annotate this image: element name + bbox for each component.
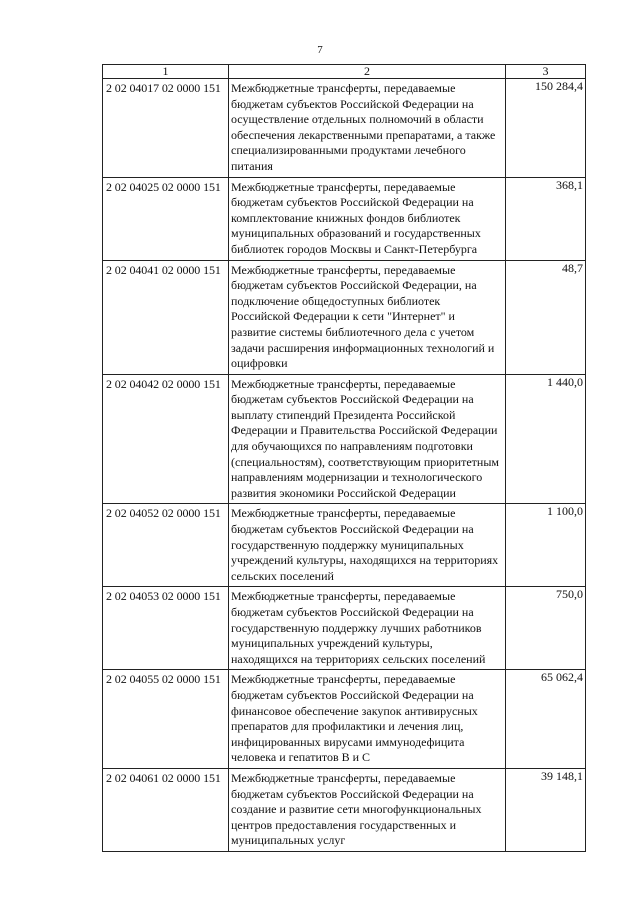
budget-table (102, 64, 586, 852)
table-row (103, 260, 586, 374)
budget-code: 2 02 04053 02 0000 151 (103, 587, 229, 670)
transfer-description: Межбюджетные трансферты, передаваемые бюджетам субъектов Российской Федерации на выплату стипендий Президента Российской Федерации и Правительства Российской Федерации для обучающихся по направлениям подготовки (специальностям), соответствующим приоритетным направлениям модернизации и технологического развития экономики Российской Федерации (229, 374, 506, 504)
column-header-description: 2 (229, 65, 506, 79)
budget-code: 2 02 04025 02 0000 151 (103, 177, 229, 260)
table-row (103, 79, 586, 178)
table-row (103, 374, 586, 504)
amount-value: 150 284,4 (506, 79, 586, 178)
table-row (103, 670, 586, 769)
amount-value: 368,1 (506, 177, 586, 260)
transfer-description: Межбюджетные трансферты, передаваемые бюджетам субъектов Российской Федерации на финансовое обеспечение закупок антивирусных препаратов для профилактики и лечения лиц, инфицированных вирусами иммунодефицита человека и гепатитов В и С (229, 670, 506, 769)
amount-value: 1 100,0 (506, 504, 586, 587)
amount-value: 1 440,0 (506, 374, 586, 504)
budget-code: 2 02 04061 02 0000 151 (103, 768, 229, 851)
transfer-description: Межбюджетные трансферты, передаваемые бюджетам субъектов Российской Федерации на государственную поддержку муниципальных учреждений культуры, находящихся на территориях сельских поселений (229, 504, 506, 587)
transfer-description: Межбюджетные трансферты, передаваемые бюджетам субъектов Российской Федерации на государственную поддержку лучших работников муниципальных учреждений культуры, находящихся на территориях сельских поселений (229, 587, 506, 670)
budget-code: 2 02 04052 02 0000 151 (103, 504, 229, 587)
table-row (103, 177, 586, 260)
transfer-description: Межбюджетные трансферты, передаваемые бюджетам субъектов Российской Федерации на создание и развитие сети многофункциональных центров предоставления государственных и муниципальных услуг (229, 768, 506, 851)
amount-value: 39 148,1 (506, 768, 586, 851)
transfer-description: Межбюджетные трансферты, передаваемые бюджетам субъектов Российской Федерации на осуществление отдельных полномочий в области обеспечения лекарственными препаратами, а также специализированными продуктами лечебного питания (229, 79, 506, 178)
budget-code: 2 02 04042 02 0000 151 (103, 374, 229, 504)
column-header-amount: 3 (506, 65, 586, 79)
column-header-code: 1 (103, 65, 229, 79)
transfer-description: Межбюджетные трансферты, передаваемые бюджетам субъектов Российской Федерации на комплектование книжных фондов библиотек муниципальных образований и государственных библиотек городов Москвы и Санкт-Петербурга (229, 177, 506, 260)
amount-value: 48,7 (506, 260, 586, 374)
amount-value: 65 062,4 (506, 670, 586, 769)
table-row (103, 768, 586, 851)
amount-value: 750,0 (506, 587, 586, 670)
budget-code: 2 02 04041 02 0000 151 (103, 260, 229, 374)
page-number: 7 (317, 44, 323, 56)
table-row (103, 504, 586, 587)
transfer-description: Межбюджетные трансферты, передаваемые бюджетам субъектов Российской Федерации, на подключение общедоступных библиотек Российской Федерации к сети "Интернет" и развитие системы библиотечного дела с учетом задачи расширения информационных технологий и оцифровки (229, 260, 506, 374)
budget-code: 2 02 04055 02 0000 151 (103, 670, 229, 769)
table-row (103, 587, 586, 670)
budget-code: 2 02 04017 02 0000 151 (103, 79, 229, 178)
header-row (103, 65, 586, 79)
